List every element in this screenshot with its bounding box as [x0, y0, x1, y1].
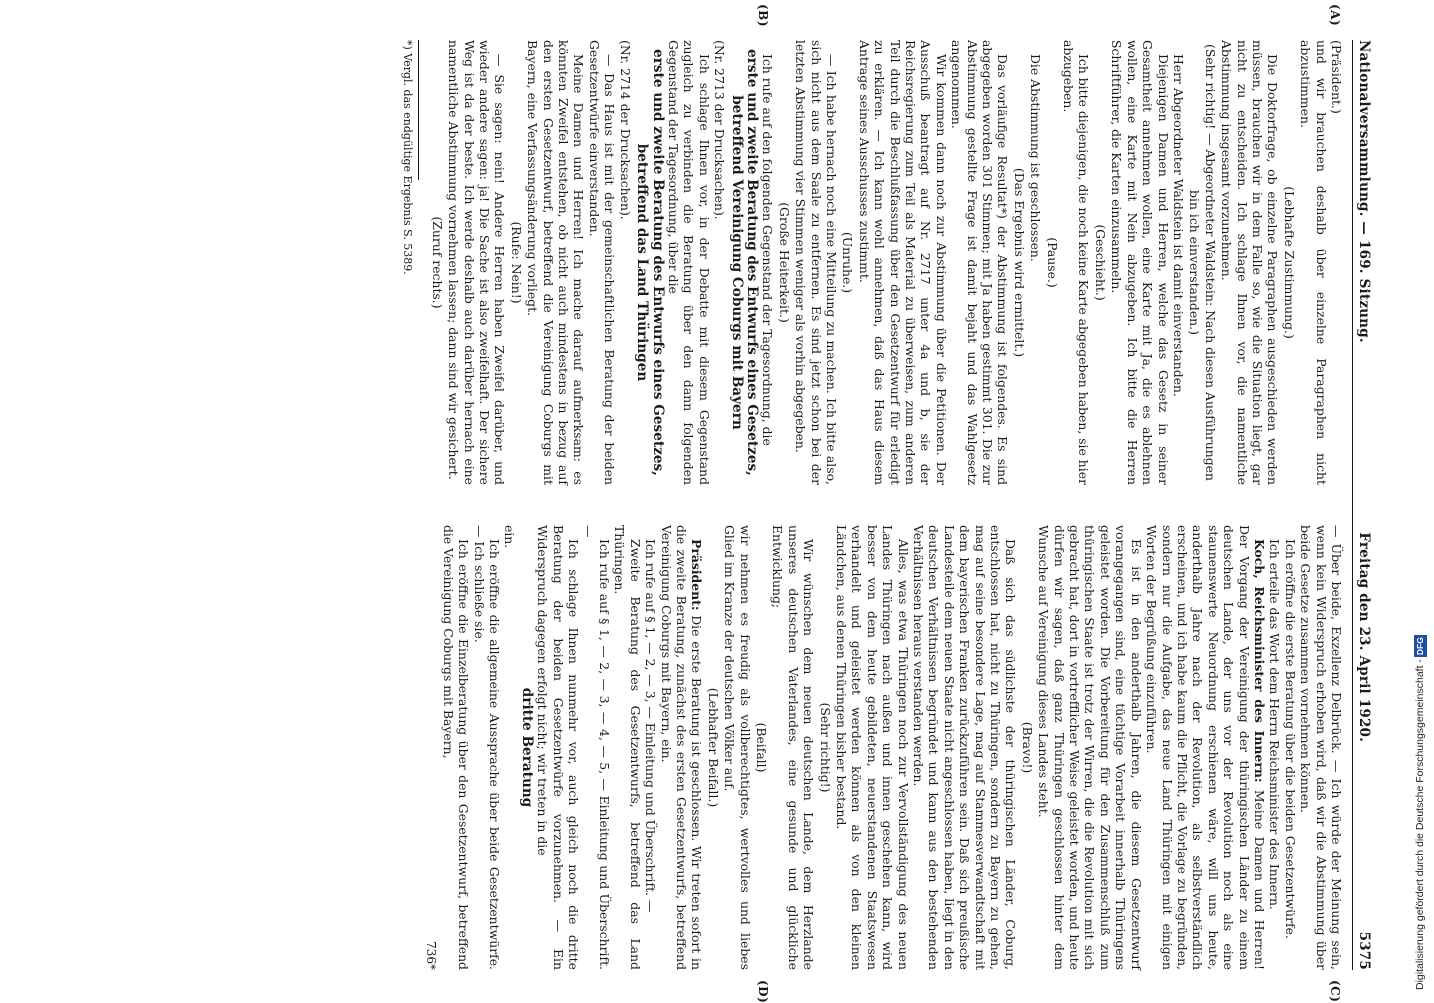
dfg-logo: DFG	[1415, 637, 1425, 656]
paragraph: Herr Abgeordneter Waldstein ist damit einverstanden.	[1170, 54, 1186, 397]
paragraph: und wir brauchen deshalb über einzelne Paragraphen nicht abzustimmen.	[1298, 40, 1329, 485]
paragraph: Ich rufe auf § 1, — 2, — 3, — 4, — 5, — Einleitung und Überschrift. —	[581, 525, 612, 970]
left-column	[400, 40, 1344, 485]
paragraph: Ich erteile das Wort dem Herrn Reichsminister des Innern.	[1267, 539, 1283, 910]
speech	[1144, 525, 1267, 970]
header-date: Freitag den 23. April 1920.	[1356, 532, 1373, 743]
remark: (Zuruf rechts.)	[429, 216, 445, 309]
paragraph: Die Doktorfrage, ob einzelne Paragraphen ausgeschieden werden müssen, brauchen wir in dem Falle so, wie die Situation liegt, gar nicht zu entscheiden. Ich schlage Ihnen vor, die namentliche Abstimmung insgesamt vorzunehmen.	[1219, 40, 1281, 485]
paragraph: ein.	[502, 525, 518, 549]
remark: (Lebhafter Beifall.)	[705, 687, 721, 808]
credit-text: Digitalisierung gefördert durch die Deutsche Forschungsgemeinschaft -	[1414, 659, 1426, 990]
remark: (Bravo!)	[1019, 721, 1035, 774]
paragraph: — Ich habe hernach noch eine Mitteilung zu machen. Ich bitte also, sich nicht aus dem Saale zu entfernen. Es sind jetzt schon bei der letzten Abstimmung vier Stimmen weniger als vorhin abgegeben.	[793, 40, 839, 485]
footnote: *) Vergl. das endgültige Ergebnis S. 5389.	[401, 40, 415, 275]
margin-marker-d: (D)	[756, 980, 770, 1003]
paragraph: Zweite Beratung des Gesetzentwurfs, betreffend das Land Thüringen.	[612, 525, 643, 970]
agenda-heading: dritte Beratung	[518, 687, 535, 808]
speech-text: Die erste Beratung ist geschlossen. Wir treten sofort in die zweite Beratung, zunächst des ersten Gesetzentwurfs, betreffend Vereinigung Coburgs mit Bayern, ein.	[658, 525, 705, 970]
paragraph: Ich schlage Ihnen vor, in der Debatte mit diesem Gegenstand zugleich zu verbinden die Beratung über den dann folgenden Gegenstand der Tagesordnung, über die	[665, 40, 712, 485]
remark: (Lebhafte Zustimmung.)	[1281, 186, 1297, 339]
remark: (Große Heiterkeit.)	[776, 202, 792, 323]
margin-marker-c: (C)	[1328, 980, 1342, 1003]
paragraph: Ich eröffne die erste Beratung über die beiden Gesetzentwürfe.	[1282, 539, 1298, 939]
paragraph: Ich schlage Ihnen nunmehr vor, auch gleich noch die dritte Beratung der beiden Gesetzentwürfe vorzunehmen. — Ein Widerspruch dagegen erfolgt nicht; wir treten in die	[535, 525, 582, 970]
paragraph: Daß sich das südlichste der thüringischen Länder, Coburg, entschlossen hat, nicht zu Thüringen, sondern zu Bayern zu gehen, mag auf seine besondere Lage, mag auf Stammesverwandtschaft mit dem bayerischen Franken zurückzuführen sein. Daß sich preußische Landesteile dem neuen Staate nicht angeschlossen haben, liegt in den deutschen Verhältnissen begründet und kann aus den bestehenden Verhältnissen heraus verstanden werden.	[911, 525, 1019, 970]
agenda-heading: erste und zweite Beratung des Entwurfs eines Gesetzes, betreffend Vereinigung Coburgs mit Bayern	[728, 49, 760, 476]
paragraph: Das vorläufige Resultat*) der Abstimmung ist folgendes. Es sind abgegeben worden 301 Stimmen; mit Ja haben gestimmt 301. Die zur Abstimmung gestellte Frage ist damit bejaht und das Wahlgesetz angenommen.	[949, 40, 1011, 485]
footnote-rule	[418, 40, 419, 180]
paragraph: Wir wünschen dem neuen deutschen Lande, dem Herzlande unseres deutschen Vaterlandes, eine gesunde und glückliche Entwicklung;	[770, 525, 817, 970]
remark: (Sehr richtig!)	[817, 702, 833, 793]
speaker-reference: (Präsident.)	[1329, 40, 1344, 114]
remark: (Pause.)	[1044, 237, 1060, 288]
sheet-signature: 736*	[424, 941, 439, 970]
paragraph: (Nr. 2714 der Drucksachen).	[617, 40, 633, 220]
margin-marker-b: (B)	[756, 4, 770, 27]
remark: (Unruhe.)	[840, 231, 856, 294]
document-page	[55, 4, 1380, 1003]
digitization-credit	[1412, 10, 1428, 990]
remark: (Das Ergebnis wird ermittelt.)	[1011, 167, 1027, 358]
paragraph: Ich bitte diejenigen, die noch keine Karte abgegeben haben, sie hier abzugeben.	[1061, 40, 1092, 485]
remark: (Rufe: Nein!)	[508, 221, 524, 304]
paragraph: Ich eröffne die allgemeine Aussprache über beide Gesetzentwürfe. — Ich schließe sie.	[471, 525, 503, 970]
paragraph: Diejenigen Damen und Herren, welche das Gesetz in seiner Gesamtheit annehmen wollen, eine Karte mit Ja, die es ablehnen wollen, eine Karte mit Nein abzugeben. Ich bitte die Herren Schriftführer, die Karten einzusammeln.	[1109, 40, 1171, 485]
paragraph: Meine Damen und Herren! Ich mache darauf aufmerksam: es könnten Zweifel entstehen, ob nicht auch mindestens in bezug auf den ersten Gesetzentwurf, betreffend die Vereinigung Coburgs mit Bayern, eine Verfassungsänderung vorliegt.	[525, 40, 587, 485]
paragraph: Wir kommen dann noch zur Abstimmung über die Petitionen. Der Ausschuß beantragt auf Nr. 2717 unter 4a und b, sie der Reichsregierung zum Teil als Material zu überweisen, zum anderen Teil durch die Beschlußfassung über den Gesetzentwurf für erledigt zu erklären. — Ich kann wohl annehmen, daß das Haus diesem Antrage seines Ausschusses zustimmt.	[856, 40, 949, 485]
page-number: 5375	[1356, 931, 1373, 970]
remark: (Geschieht.)	[1092, 224, 1108, 301]
paragraph: — Das Haus ist mit der gemeinschaftlichen Beratung der beiden Gesetzentwürfe einverstanden.	[586, 40, 618, 485]
paragraph: (Nr. 2713 der Drucksachen).	[712, 40, 728, 220]
paragraph: Alles, was etwa Thüringen noch zur Vervollständigung des neuen Landes Thüringen nach außen und innen geschehen kann, wird besser von dem heute gebildeten, neuerstandenen Staatswesen verhandelt und geleistet werden können als von den kleinen Ländchen, aus denen Thüringen bisher bestand.	[834, 525, 911, 970]
speaker-name: Koch, Reichsminister des Innern:	[1251, 539, 1267, 783]
paragraph: Ich rufe auf § 1, — 2, — 3, — Einleitung und Überschrift. —	[643, 539, 659, 913]
margin-marker-a: (A)	[1328, 4, 1342, 27]
speech	[658, 525, 704, 970]
speech-text: Meine Damen und Herren! Der Vorgang der Vereinigung der thüringischen Länder zu einem deutschen Lande, der uns vor der Revolution noch als eine staunenswerte Neuordnung erschienen wäre, will uns heute, anderthalb Jahre nach der Revolution, als selbstverständlich erscheinen, und ich habe kaum die Pflicht, die Vorlage zu begründen, sondern nur die Aufgabe, das neue Land Thüringen mit einigen Worten der Begrüßung einzuführen.	[1144, 525, 1267, 970]
paragraph: Die Abstimmung ist geschlossen.	[1028, 54, 1044, 262]
paragraph: wir nehmen es freudig als vollberechtigtes, wertvolles und liebes Glied im Kranze der deutschen Völker auf.	[722, 525, 753, 970]
paragraph: — Über beide, Exzellenz Delbrück. — Ich würde der Meinung sein, wenn kein Widerspruch erhoben wird, daß wir die Abstimmung über beide Gesetze zusammen vornehmen können.	[1298, 525, 1344, 970]
remark: (Beifall)	[753, 722, 769, 773]
paragraph: Ich rufe auf den folgenden Gegenstand der Tagesordnung, die	[760, 54, 776, 446]
paragraph: Ich eröffne die Einzelberatung über den Gesetzentwurf, betreffend die Vereinigung Coburgs mit Bayern,	[440, 525, 472, 970]
paragraph: Es ist in den anderthalb Jahren, die diesem Gesetzentwurf vorangegangen sind, eine tüchtige Vorarbeit innerhalb Thüringens geleistet worden. Die Vorbereitung für den Zusammenschluß zum thüringischen Staate ist trotz der Wirren, die die Revolution mit sich gebracht hat, dort in vortrefflicher Weise geleistet worden, und heute dürfen wir sagen, daß ganz Thüringen geschlossen hinter dem Wunsche auf Vereinigung dieses Landes steht.	[1036, 525, 1144, 970]
remark: (Sehr richtig! — Abgeordneter Waldstein: Nach diesen Ausführungen bin ich einverstanden.)	[1187, 44, 1218, 481]
header-left: Nationalversammlung. — 169. Sitzung.	[1356, 40, 1373, 343]
page-header	[1352, 40, 1380, 970]
credit-text-line	[1412, 10, 1428, 990]
speaker-name: Präsident:	[689, 539, 705, 611]
right-column	[423, 525, 1344, 970]
agenda-heading: erste und zweite Beratung des Entwurfs eines Gesetzes, betreffend das Land Thüringen	[634, 49, 666, 476]
paragraph: — Sie sagen: nein! Andere Herren haben Zweifel darüber, und wieder andere sagen: ja! Die Sache ist also zweifelhaft. Der sichere Weg ist da der beste. Ich werde deshalb auch darüber hernach eine namentliche Abstimmung vornehmen lassen; dann sind wir gesichert.	[446, 40, 508, 485]
